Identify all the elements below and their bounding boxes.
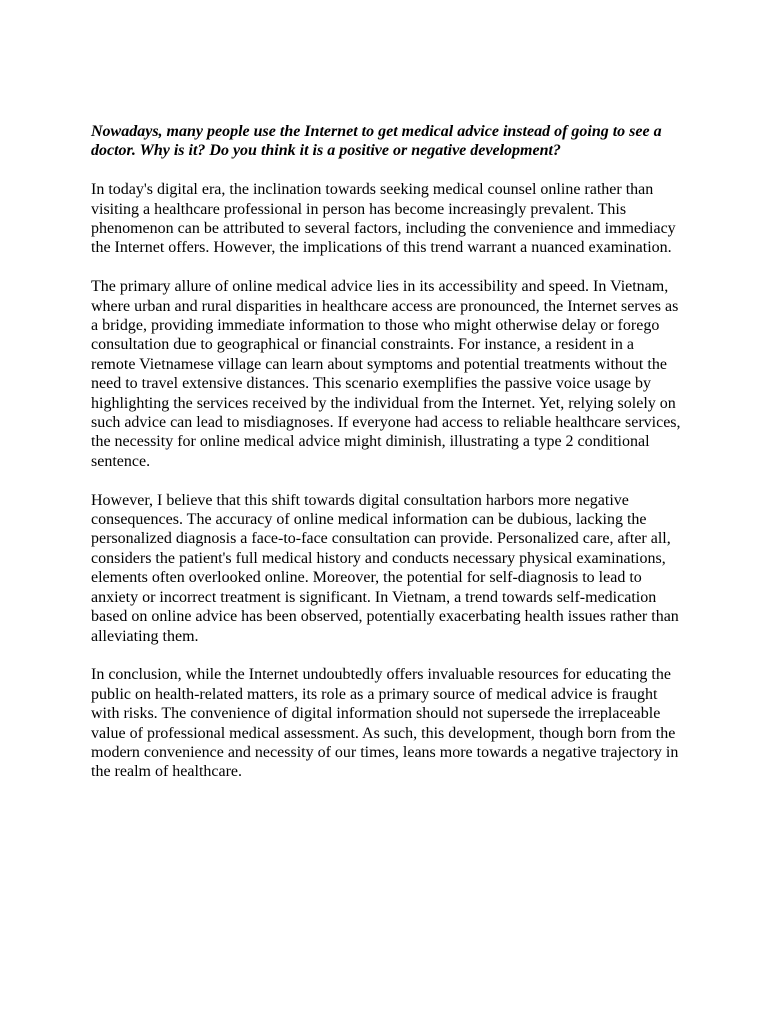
essay-prompt: Nowadays, many people use the Internet to get medical advice instead of going to see a doctor. Why is it? Do you think it is a positive or negative development? — [91, 123, 662, 160]
paragraph-introduction: In today's digital era, the inclination towards seeking medical counsel online rather than visiting a healthcare professional in person has become increasingly prevalent. This phenomenon can be attributed to several factors, including the convenience and immediacy the Internet offers. However, the implications of this trend warrant a nuanced examination. — [91, 181, 676, 257]
paragraph-body-advantages: The primary allure of online medical advice lies in its accessibility and speed. In Vietnam, where urban and rural disparities in healthcare access are pronounced, the Internet serves as a bridge, providing immediate information to those who might otherwise delay or forego consultation due to geographical or financial constraints. For instance, a resident in a remote Vietnamese village can learn about symptoms and potential treatments without the need to travel extensive distances. This scenario exemplifies the passive voice usage by highlighting the services received by the individual from the Internet. Yet, relying solely on such advice can lead to misdiagnoses. If everyone had access to reliable healthcare services, the necessity for online medical advice might diminish, illustrating a type 2 conditional sentence. — [91, 278, 681, 470]
document-page — [91, 122, 681, 801]
paragraph-conclusion: In conclusion, while the Internet undoubtedly offers invaluable resources for educating the public on health-related matters, its role as a primary source of medical advice is fraught with risks. The convenience of digital information should not supersede the irreplaceable value of professional medical assessment. As such, this development, though born from the modern convenience and necessity of our times, leans more towards a negative trajectory in the realm of healthcare. — [91, 666, 679, 781]
paragraph-body-disadvantages: However, I believe that this shift towards digital consultation harbors more negative consequences. The accuracy of online medical information can be dubious, lacking the personalized diagnosis a face-to-face consultation can provide. Personalized care, after all, considers the patient's full medical history and conducts necessary physical examinations, elements often overlooked online. Moreover, the potential for self-diagnosis to lead to anxiety or incorrect treatment is significant. In Vietnam, a trend towards self-medication based on online advice has been observed, potentially exacerbating health issues rather than alleviating them. — [91, 491, 679, 645]
